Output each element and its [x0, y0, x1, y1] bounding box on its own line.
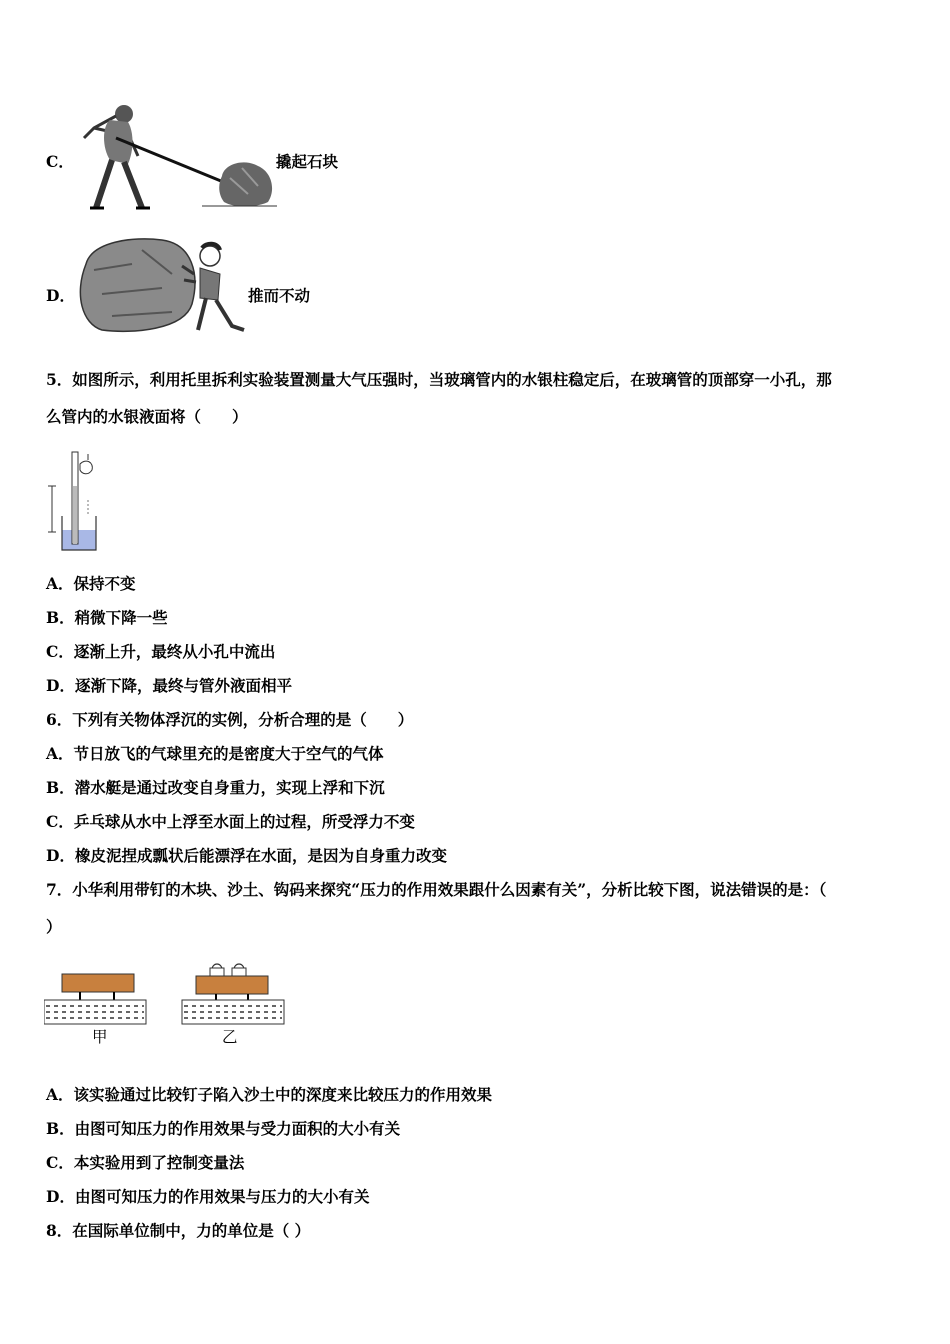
- q7-option-a: A．该实验通过比较钉子陷入沙土中的深度来比较压力的作用效果: [46, 1085, 493, 1104]
- option-c-caption: 撬起石块: [276, 152, 339, 171]
- label-yi: 乙: [222, 1028, 238, 1046]
- q6-option-c: C．乒乓球从水中上浮至水面上的过程，所受浮力不变: [46, 812, 415, 831]
- q5-option-d: D．逐渐下降，最终与管外液面相平: [46, 676, 292, 695]
- q6-option-b: B．潜水艇是通过改变自身重力，实现上浮和下沉: [46, 778, 385, 797]
- wood-block-yi: [196, 976, 268, 994]
- lever-stone-illustration: [72, 98, 277, 214]
- label-jia: 甲: [92, 1028, 108, 1046]
- q5-stem-line1: 5．如图所示，利用托里拆利实验装置测量大气压强时，当玻璃管内的水银柱稳定后，在玻璃管的顶部穿一小孔，那: [46, 370, 832, 389]
- q6-option-a: A．节日放飞的气球里充的是密度大于空气的气体: [46, 744, 384, 763]
- torricelli-apparatus-illustration: [44, 446, 100, 554]
- q7-stem-line2: ）: [46, 917, 62, 936]
- option-d-letter: D．: [46, 286, 75, 305]
- nail-block-sand-illustration: [44, 954, 288, 1050]
- q5-stem-line2: 么管内的水银液面将（ ）: [46, 407, 248, 426]
- push-rock-illustration: [72, 234, 250, 338]
- wood-block-jia: [62, 974, 134, 992]
- q7-stem-line1: 7．小华利用带钉的木块、沙土、钩码来探究“压力的作用效果跟什么因素有关”，分析比较下图，说法错误的是：（: [46, 880, 827, 899]
- q5-option-c: C．逐渐上升，最终从小孔中流出: [46, 642, 276, 661]
- weights-yi: [210, 964, 246, 976]
- q5-option-b: B．稍微下降一些: [46, 608, 168, 627]
- q7-option-c: C．本实验用到了控制变量法: [46, 1153, 245, 1172]
- q7-option-b: B．由图可知压力的作用效果与受力面积的大小有关: [46, 1119, 401, 1138]
- option-c-letter: C．: [46, 152, 74, 171]
- q8-stem: 8．在国际单位制中，力的单位是（ ）: [46, 1221, 311, 1240]
- q6-option-d: D．橡皮泥捏成瓢状后能漂浮在水面，是因为自身重力改变: [46, 846, 447, 865]
- q7-option-d: D．由图可知压力的作用效果与压力的大小有关: [46, 1187, 370, 1206]
- option-d-caption: 推而不动: [248, 286, 311, 305]
- q6-stem: 6．下列有关物体浮沉的实例，分析合理的是（ ）: [46, 710, 414, 729]
- q5-option-a: A．保持不变: [46, 574, 136, 593]
